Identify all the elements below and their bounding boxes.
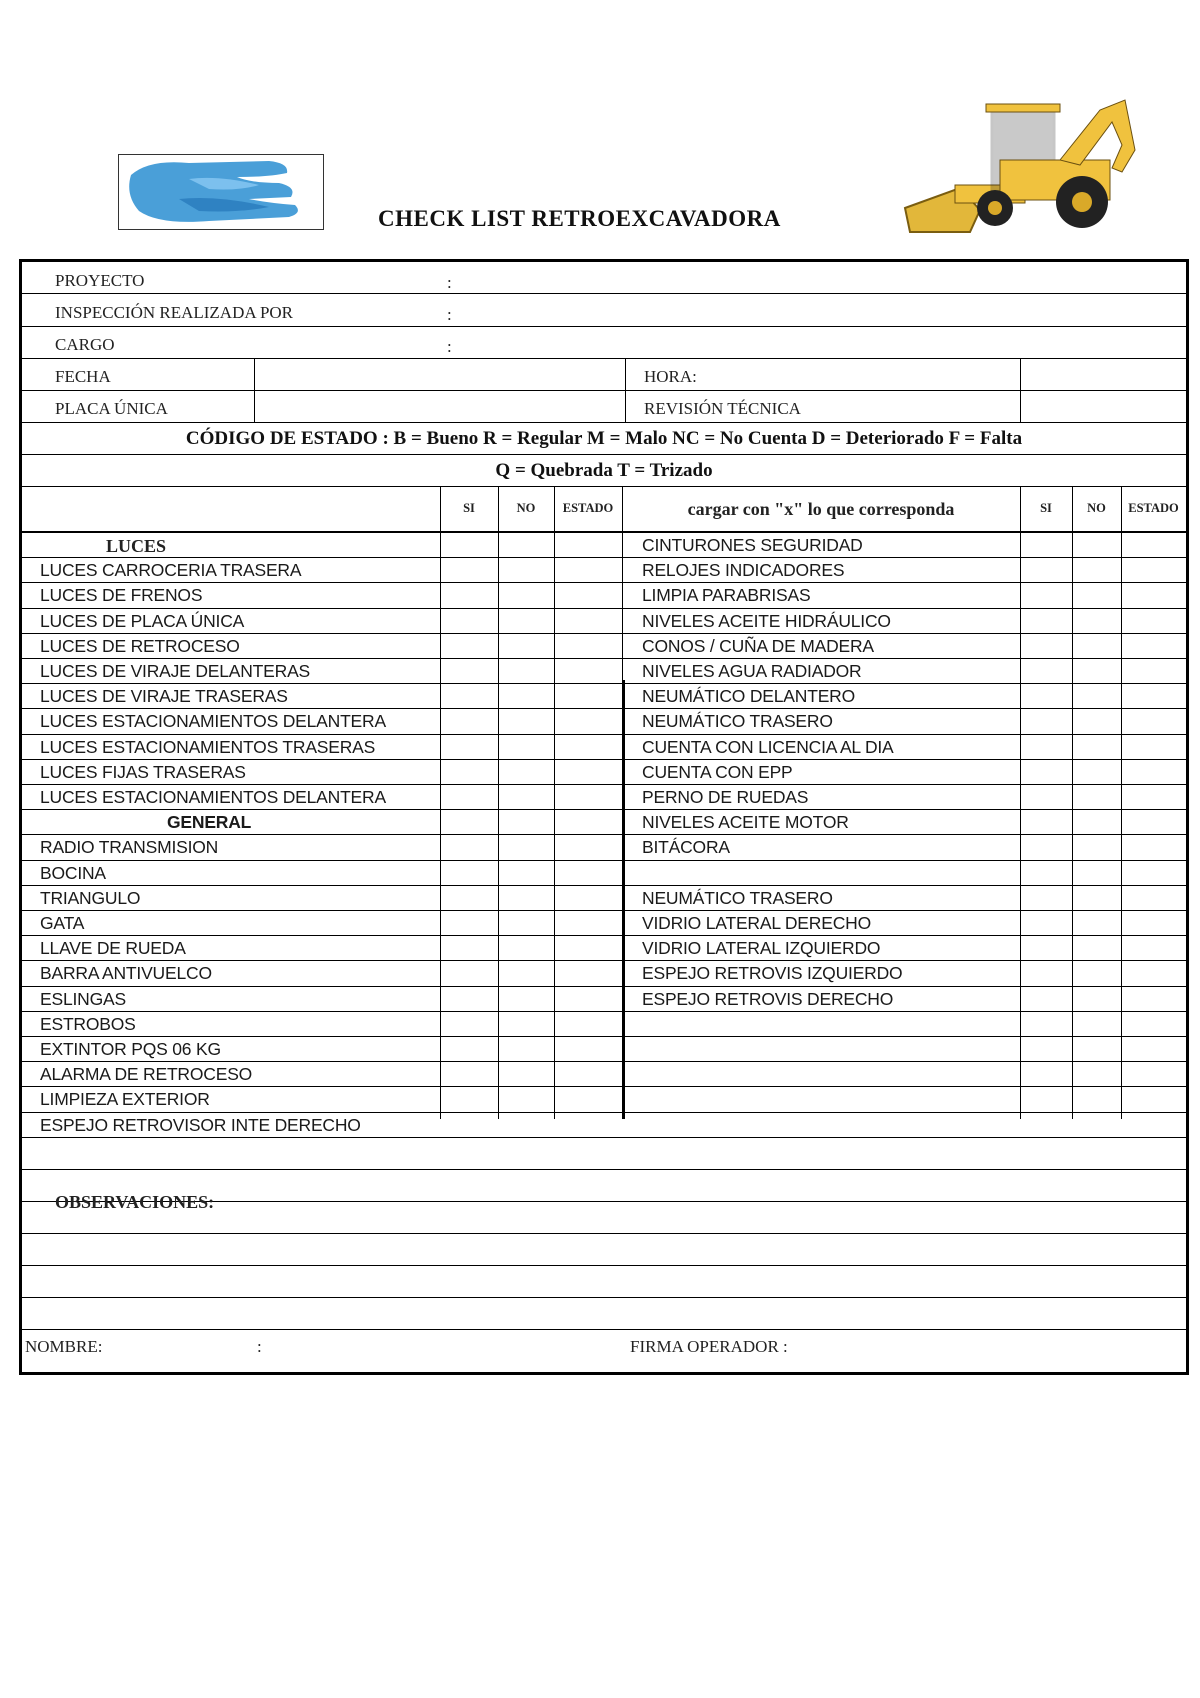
hora-label: HORA: bbox=[644, 367, 697, 386]
row-divider bbox=[22, 708, 1186, 709]
right-item-label: PERNO DE RUEDAS bbox=[642, 787, 809, 807]
row-divider bbox=[22, 1036, 1186, 1037]
row-divider bbox=[22, 582, 1186, 583]
left-item-label: ESLINGAS bbox=[40, 988, 126, 1009]
right-item-label: CONOS / CUÑA DE MADERA bbox=[642, 635, 874, 656]
left-item-label: LUCES ESTACIONAMIENTOS DELANTERA bbox=[40, 787, 386, 807]
left-item-label: GATA bbox=[40, 913, 85, 933]
right-item-label: NEUMÁTICO DELANTERO bbox=[642, 686, 856, 707]
row-divider bbox=[22, 960, 1186, 961]
row-divider bbox=[22, 734, 1186, 735]
left-item-label: LIMPIEZA EXTERIOR bbox=[40, 1089, 210, 1110]
row-divider bbox=[22, 608, 1186, 609]
status-codes-line1: CÓDIGO DE ESTADO : B = Bueno R = Regular M = Malo NC = No Cuenta D = Deteriorado F = Falta bbox=[185, 428, 1023, 449]
right-item-label: CUENTA CON EPP bbox=[642, 761, 793, 782]
cargo-colon: : bbox=[447, 337, 452, 356]
left-item-label: LUCES DE PLACA ÚNICA bbox=[40, 610, 245, 631]
col-no-left: NO bbox=[516, 501, 536, 515]
right-item-label: RELOJES INDICADORES bbox=[642, 560, 845, 581]
left-item-label: BARRA ANTIVUELCO bbox=[40, 963, 212, 984]
left-item-label: ALARMA DE RETROCESO bbox=[40, 1064, 253, 1085]
right-item-label: NIVELES AGUA RADIADOR bbox=[642, 661, 862, 681]
col-si-left: SI bbox=[463, 501, 475, 515]
row-divider bbox=[22, 1086, 1186, 1087]
observaciones-label: OBSERVACIONES: bbox=[55, 1192, 215, 1212]
row-divider bbox=[22, 759, 1186, 760]
right-item-label: ESPEJO RETROVIS IZQUIERDO bbox=[642, 963, 903, 984]
row-divider bbox=[22, 834, 1186, 835]
row-divider bbox=[22, 885, 1186, 886]
proyecto-colon: : bbox=[447, 273, 452, 292]
inspeccion-label: INSPECCIÓN REALIZADA POR bbox=[55, 303, 294, 322]
right-item-label: ESPEJO RETROVIS DERECHO bbox=[642, 988, 894, 1009]
left-item-label: LUCES FIJAS TRASERAS bbox=[40, 761, 246, 782]
section-heading-luces: LUCES bbox=[106, 536, 167, 556]
inspeccion-colon: : bbox=[447, 305, 452, 324]
right-item-label: NEUMÁTICO TRASERO bbox=[642, 711, 833, 732]
right-item-label: NEUMÁTICO TRASERO bbox=[642, 887, 833, 908]
right-item-label: BITÁCORA bbox=[642, 837, 730, 858]
proyecto-label: PROYECTO bbox=[55, 271, 145, 290]
right-item-label: VIDRIO LATERAL DERECHO bbox=[642, 913, 871, 933]
left-item-label: TRIANGULO bbox=[40, 887, 141, 908]
left-item-label: LUCES DE VIRAJE TRASERAS bbox=[40, 686, 288, 707]
row-divider bbox=[22, 1011, 1186, 1012]
left-item-label: LUCES DE FRENOS bbox=[40, 585, 203, 606]
col-no-right: NO bbox=[1087, 501, 1106, 515]
checklist-form bbox=[19, 259, 1189, 1375]
section-heading-general: GENERAL bbox=[167, 812, 252, 833]
right-item-label: NIVELES ACEITE MOTOR bbox=[642, 812, 849, 833]
left-item-label: LUCES CARROCERIA TRASERA bbox=[40, 560, 302, 581]
right-item-label: VIDRIO LATERAL IZQUIERDO bbox=[642, 938, 881, 959]
right-item-label: LIMPIA PARABRISAS bbox=[642, 585, 811, 606]
left-item-label: LUCES DE VIRAJE DELANTERAS bbox=[40, 661, 311, 681]
row-divider bbox=[22, 935, 1186, 936]
firma-label: FIRMA OPERADOR : bbox=[630, 1337, 788, 1356]
row-divider bbox=[22, 1112, 1186, 1113]
row-divider bbox=[22, 986, 1186, 987]
revision-label: REVISIÓN TÉCNICA bbox=[644, 399, 801, 418]
left-item-label: LUCES ESTACIONAMIENTOS DELANTERA bbox=[40, 711, 386, 732]
row-divider bbox=[22, 633, 1186, 634]
col-estado-right: ESTADO bbox=[1128, 501, 1179, 515]
placa-label: PLACA ÚNICA bbox=[55, 399, 168, 418]
row-divider bbox=[22, 860, 1186, 861]
document-title: CHECK LIST RETROEXCAVADORA bbox=[378, 206, 781, 231]
left-item-label: LUCES ESTACIONAMIENTOS TRASERAS bbox=[40, 736, 376, 757]
row-divider bbox=[22, 683, 1186, 684]
row-divider bbox=[22, 1137, 1186, 1138]
right-item-label: CINTURONES SEGURIDAD bbox=[642, 535, 863, 555]
fecha-label: FECHA bbox=[55, 367, 111, 386]
row-divider bbox=[22, 784, 1186, 785]
row-divider bbox=[22, 1061, 1186, 1062]
left-item-label: RADIO TRANSMISION bbox=[40, 837, 219, 858]
right-item-label: NIVELES ACEITE HIDRÁULICO bbox=[642, 610, 891, 631]
row-divider bbox=[22, 658, 1186, 659]
left-item-label: EXTINTOR PQS 06 KG bbox=[40, 1039, 221, 1059]
cargo-label: CARGO bbox=[55, 335, 115, 354]
nombre-label: NOMBRE: bbox=[25, 1337, 103, 1356]
backhoe-loader-image bbox=[900, 90, 1140, 240]
row-divider bbox=[22, 809, 1186, 810]
row-divider bbox=[22, 910, 1186, 911]
instruction-header: cargar con "x" lo que corresponda bbox=[687, 499, 955, 519]
status-codes-line2: Q = Quebrada T = Trizado bbox=[495, 460, 713, 481]
left-item-label: ESPEJO RETROVISOR INTE DERECHO bbox=[40, 1114, 361, 1135]
left-item-label: LUCES DE RETROCESO bbox=[40, 635, 240, 656]
left-item-label: LLAVE DE RUEDA bbox=[40, 938, 186, 959]
left-item-label: BOCINA bbox=[40, 862, 106, 883]
row-divider bbox=[22, 557, 1186, 558]
col-si-right: SI bbox=[1040, 501, 1052, 515]
col-estado-left: ESTADO bbox=[562, 501, 614, 515]
left-item-label: ESTROBOS bbox=[40, 1013, 136, 1034]
company-logo bbox=[118, 154, 324, 230]
right-item-label: CUENTA CON LICENCIA AL DIA bbox=[642, 736, 894, 757]
nombre-colon: : bbox=[257, 1337, 262, 1356]
